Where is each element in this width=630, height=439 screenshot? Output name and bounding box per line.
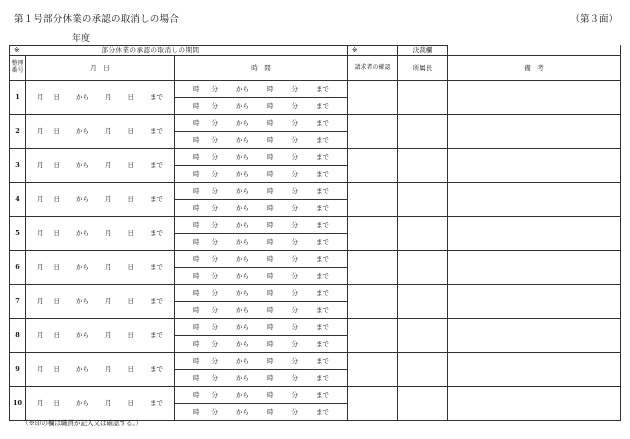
approval-header: 決裁欄 [398, 46, 448, 56]
remarks-field[interactable] [448, 115, 621, 149]
time-part: 時 [267, 390, 274, 399]
time-range-field-2[interactable] [175, 404, 348, 421]
time-part: から [236, 203, 250, 212]
time-part: 分 [291, 254, 299, 263]
confirm-field[interactable] [348, 285, 398, 319]
date-part: 日 [127, 195, 134, 204]
time-part: まで [316, 101, 330, 110]
date-part: 月 [37, 195, 44, 204]
row-number: 4 [10, 183, 26, 217]
time-part: 分 [211, 288, 219, 297]
date-part: 日 [127, 365, 134, 374]
chief-field[interactable] [398, 115, 448, 149]
date-part: 月 [105, 365, 112, 374]
time-part: から [236, 254, 250, 263]
time-part: 時 [193, 271, 200, 280]
cancellation-table [9, 45, 621, 421]
time-part: 分 [291, 203, 299, 212]
time-part: 分 [291, 101, 299, 110]
time-range-field-2[interactable] [175, 302, 348, 319]
table-row [10, 319, 621, 336]
row-number: 3 [10, 149, 26, 183]
time-part: 分 [291, 339, 299, 348]
time-part: から [236, 237, 250, 246]
time-range-field-1[interactable] [175, 285, 348, 302]
time-part: 時 [267, 322, 274, 331]
date-range-field[interactable] [26, 81, 175, 115]
time-part: 分 [211, 271, 219, 280]
time-part: まで [316, 271, 330, 280]
time-part: 時 [267, 220, 274, 229]
chief-field[interactable] [398, 285, 448, 319]
form-title: 第１号部分休業の承認の取消しの場合 [14, 14, 179, 25]
time-part: 分 [291, 237, 299, 246]
time-part: まで [316, 322, 330, 331]
header-row-1 [10, 46, 621, 56]
time-part: 分 [211, 220, 219, 229]
time-part: 分 [291, 407, 299, 416]
time-part: まで [316, 305, 330, 314]
time-part: まで [316, 373, 330, 382]
confirm-field[interactable] [348, 353, 398, 387]
date-part: まで [150, 331, 163, 340]
date-range-field[interactable] [26, 149, 175, 183]
time-part: まで [316, 237, 330, 246]
table-row [10, 217, 621, 234]
date-part: まで [150, 229, 163, 238]
chief-field[interactable] [398, 353, 448, 387]
date-part: 日 [53, 161, 60, 170]
time-range-field-2[interactable] [175, 336, 348, 353]
time-part: 分 [211, 322, 219, 331]
date-part: から [76, 93, 89, 102]
time-part: まで [316, 203, 330, 212]
time-part: 分 [211, 84, 219, 93]
date-part: 月 [37, 127, 44, 136]
time-part: 時 [267, 271, 274, 280]
time-part: 時 [193, 356, 200, 365]
time-part: 分 [211, 186, 219, 195]
date-part: 日 [127, 331, 134, 340]
time-range-field-1[interactable] [175, 81, 348, 98]
confirm-field[interactable] [348, 251, 398, 285]
time-part: から [236, 186, 250, 195]
date-part: まで [150, 161, 163, 170]
date-part: 日 [127, 399, 134, 408]
time-part: 分 [211, 407, 219, 416]
date-part: 日 [127, 93, 134, 102]
time-part: 時 [267, 339, 274, 348]
time-part: 時 [267, 186, 274, 195]
date-range-field[interactable] [26, 251, 175, 285]
time-part: まで [316, 288, 330, 297]
blank-header [448, 46, 621, 56]
time-part: 時 [267, 237, 274, 246]
period-header: 部分休業の承認の取消しの期間 [101, 46, 200, 55]
date-part: まで [150, 195, 163, 204]
table-row [10, 115, 621, 132]
time-part: 時 [193, 118, 200, 127]
chief-field[interactable] [398, 183, 448, 217]
chief-field[interactable] [398, 387, 448, 421]
remarks-field[interactable] [448, 217, 621, 251]
mark2-cell [348, 46, 398, 56]
date-part: 月 [37, 93, 44, 102]
time-part: 分 [291, 288, 299, 297]
remarks-field[interactable] [448, 251, 621, 285]
time-part: 時 [267, 356, 274, 365]
date-part: 日 [127, 229, 134, 238]
date-part: 日 [127, 161, 134, 170]
time-part: 分 [291, 390, 299, 399]
time-range-field-2[interactable] [175, 98, 348, 115]
date-part: 日 [127, 127, 134, 136]
time-part: 分 [211, 339, 219, 348]
date-range-field[interactable] [26, 217, 175, 251]
time-part: まで [316, 220, 330, 229]
confirm-field[interactable] [348, 387, 398, 421]
time-range-field-1[interactable] [175, 217, 348, 234]
time-part: まで [316, 390, 330, 399]
time-part: 分 [211, 118, 219, 127]
date-part: 月 [37, 263, 44, 272]
time-part: 時 [193, 390, 200, 399]
time-part: から [236, 373, 250, 382]
time-part: 時 [267, 305, 274, 314]
time-part: 分 [211, 356, 219, 365]
time-part: 分 [291, 271, 299, 280]
date-part: 日 [53, 297, 60, 306]
date-part: から [76, 229, 89, 238]
time-range-field-2[interactable] [175, 234, 348, 251]
date-part: 月 [105, 229, 112, 238]
time-part: 時 [193, 169, 200, 178]
date-part: 月 [105, 93, 112, 102]
time-part: 時 [193, 186, 200, 195]
table-row [10, 183, 621, 200]
row-number: 9 [10, 353, 26, 387]
time-part: 時 [193, 237, 200, 246]
date-part: 日 [127, 263, 134, 272]
remarks-field[interactable] [448, 285, 621, 319]
time-part: 分 [211, 373, 219, 382]
year-field[interactable]: 年度 [28, 31, 90, 46]
date-part: 月 [105, 263, 112, 272]
time-part: 時 [193, 373, 200, 382]
date-range-field[interactable] [26, 353, 175, 387]
date-part: 月 [105, 297, 112, 306]
time-part: 時 [267, 203, 274, 212]
date-part: 日 [53, 263, 60, 272]
time-range-field-1[interactable] [175, 115, 348, 132]
date-range-field[interactable] [26, 285, 175, 319]
time-part: から [236, 271, 250, 280]
date-range-field[interactable] [26, 183, 175, 217]
header-row-2 [10, 56, 621, 81]
date-range-field[interactable] [26, 387, 175, 421]
time-part: 時 [267, 407, 274, 416]
date-part: から [76, 331, 89, 340]
date-range-field[interactable] [26, 115, 175, 149]
table-row [10, 251, 621, 268]
date-range-field[interactable] [26, 319, 175, 353]
date-part: から [76, 161, 89, 170]
time-part: 分 [291, 305, 299, 314]
time-part: 分 [211, 390, 219, 399]
date-part: から [76, 195, 89, 204]
row-number: 7 [10, 285, 26, 319]
time-part: から [236, 322, 250, 331]
mark-symbol-2: ※ [352, 46, 358, 55]
mark-symbol: ※ [14, 46, 20, 55]
time-part: 分 [211, 305, 219, 314]
time-part: から [236, 407, 250, 416]
time-part: 分 [291, 84, 299, 93]
time-part: 時 [267, 118, 274, 127]
confirm-field[interactable] [348, 319, 398, 353]
remarks-header: 備 考 [448, 56, 621, 81]
row-number: 8 [10, 319, 26, 353]
remarks-field[interactable] [448, 319, 621, 353]
time-part: まで [316, 118, 330, 127]
time-part: 時 [193, 84, 200, 93]
time-part: 時 [193, 254, 200, 263]
time-part: 分 [211, 135, 219, 144]
time-part: 時 [193, 322, 200, 331]
time-part: 時 [193, 203, 200, 212]
remarks-field[interactable] [448, 81, 621, 115]
time-part: 時 [267, 373, 274, 382]
confirm-field[interactable] [348, 183, 398, 217]
time-part: から [236, 356, 250, 365]
date-part: 日 [53, 127, 60, 136]
footer-note: （※印の欄は職員が記入又は確認する。） [22, 419, 143, 427]
date-part: 日 [53, 365, 60, 374]
date-part: 日 [53, 195, 60, 204]
time-part: 時 [193, 135, 200, 144]
date-part: 月 [105, 127, 112, 136]
date-part: 日 [53, 229, 60, 238]
confirm-field[interactable] [348, 115, 398, 149]
date-part: まで [150, 365, 163, 374]
date-part: まで [150, 263, 163, 272]
time-part: まで [316, 84, 330, 93]
time-part: 分 [211, 169, 219, 178]
time-header: 時 間 [175, 56, 348, 81]
time-part: から [236, 118, 250, 127]
date-part: 日 [53, 93, 60, 102]
time-range-field-2[interactable] [175, 132, 348, 149]
time-part: から [236, 152, 250, 161]
time-range-field-2[interactable] [175, 370, 348, 387]
time-range-field-1[interactable] [175, 149, 348, 166]
date-part: 月 [105, 161, 112, 170]
table-row [10, 353, 621, 370]
date-part: 日 [53, 399, 60, 408]
time-part: まで [316, 169, 330, 178]
time-part: 分 [211, 203, 219, 212]
time-part: から [236, 84, 250, 93]
chief-field[interactable] [398, 319, 448, 353]
date-part: 月 [105, 399, 112, 408]
time-range-field-1[interactable] [175, 251, 348, 268]
date-part: まで [150, 399, 163, 408]
time-part: から [236, 288, 250, 297]
date-part: 月 [37, 229, 44, 238]
time-part: 分 [211, 237, 219, 246]
time-part: 時 [267, 169, 274, 178]
date-part: 月 [37, 161, 44, 170]
time-part: 分 [291, 373, 299, 382]
time-part: から [236, 135, 250, 144]
remarks-field[interactable] [448, 387, 621, 421]
remarks-field[interactable] [448, 149, 621, 183]
table-row [10, 81, 621, 98]
number-header: 整理番号 [10, 56, 26, 81]
remarks-field[interactable] [448, 353, 621, 387]
date-part: 日 [127, 297, 134, 306]
chief-header: 所属長 [398, 56, 448, 81]
time-part: 分 [211, 152, 219, 161]
row-number: 1 [10, 81, 26, 115]
time-part: から [236, 169, 250, 178]
time-part: まで [316, 254, 330, 263]
time-part: まで [316, 152, 330, 161]
date-part: から [76, 263, 89, 272]
chief-field[interactable] [398, 217, 448, 251]
date-part: 月 [105, 331, 112, 340]
date-part: 月 [37, 331, 44, 340]
confirm-field[interactable] [348, 81, 398, 115]
time-part: まで [316, 407, 330, 416]
date-part: まで [150, 297, 163, 306]
date-part: まで [150, 93, 163, 102]
date-part: まで [150, 127, 163, 136]
chief-field[interactable] [398, 251, 448, 285]
table-row [10, 149, 621, 166]
time-part: 時 [193, 220, 200, 229]
time-part: から [236, 390, 250, 399]
confirm-header: 請求者の確認 [348, 56, 398, 81]
date-part: 日 [53, 331, 60, 340]
time-part: 分 [291, 220, 299, 229]
time-part: 時 [193, 288, 200, 297]
row-number: 10 [10, 387, 26, 421]
date-part: 月 [105, 195, 112, 204]
confirm-field[interactable] [348, 149, 398, 183]
row-number: 6 [10, 251, 26, 285]
time-part: 時 [193, 407, 200, 416]
time-range-field-1[interactable] [175, 353, 348, 370]
time-part: 分 [291, 322, 299, 331]
chief-field[interactable] [398, 81, 448, 115]
time-part: 時 [267, 135, 274, 144]
date-part: から [76, 365, 89, 374]
time-part: 分 [291, 152, 299, 161]
remarks-field[interactable] [448, 183, 621, 217]
time-range-field-2[interactable] [175, 200, 348, 217]
time-part: 分 [211, 254, 219, 263]
time-part: 時 [267, 101, 274, 110]
time-part: 時 [267, 152, 274, 161]
time-part: まで [316, 356, 330, 365]
row-number: 2 [10, 115, 26, 149]
time-part: 分 [291, 356, 299, 365]
time-part: 分 [291, 169, 299, 178]
time-part: 時 [193, 339, 200, 348]
time-part: 分 [211, 101, 219, 110]
date-part: 月 [37, 365, 44, 374]
time-part: まで [316, 135, 330, 144]
time-range-field-1[interactable] [175, 183, 348, 200]
table-row [10, 387, 621, 404]
time-range-field-2[interactable] [175, 268, 348, 285]
time-range-field-1[interactable] [175, 387, 348, 404]
date-part: から [76, 127, 89, 136]
period-header-cell [10, 46, 348, 56]
chief-field[interactable] [398, 149, 448, 183]
time-part: 時 [193, 152, 200, 161]
time-part: 分 [291, 118, 299, 127]
time-range-field-1[interactable] [175, 319, 348, 336]
time-part: 時 [193, 305, 200, 314]
date-header: 月 日 [26, 56, 175, 81]
time-part: から [236, 339, 250, 348]
time-part: 時 [267, 288, 274, 297]
time-part: 時 [267, 254, 274, 263]
time-part: まで [316, 339, 330, 348]
time-part: 時 [193, 101, 200, 110]
time-part: 時 [267, 84, 274, 93]
date-part: 月 [37, 399, 44, 408]
time-range-field-2[interactable] [175, 166, 348, 183]
time-part: 分 [291, 186, 299, 195]
date-part: から [76, 297, 89, 306]
time-part: 分 [291, 135, 299, 144]
confirm-field[interactable] [348, 217, 398, 251]
page-label: （第３面） [570, 14, 618, 25]
date-part: 月 [37, 297, 44, 306]
time-part: まで [316, 186, 330, 195]
date-part: から [76, 399, 89, 408]
time-part: から [236, 101, 250, 110]
time-part: から [236, 305, 250, 314]
table-row [10, 285, 621, 302]
time-part: から [236, 220, 250, 229]
row-number: 5 [10, 217, 26, 251]
